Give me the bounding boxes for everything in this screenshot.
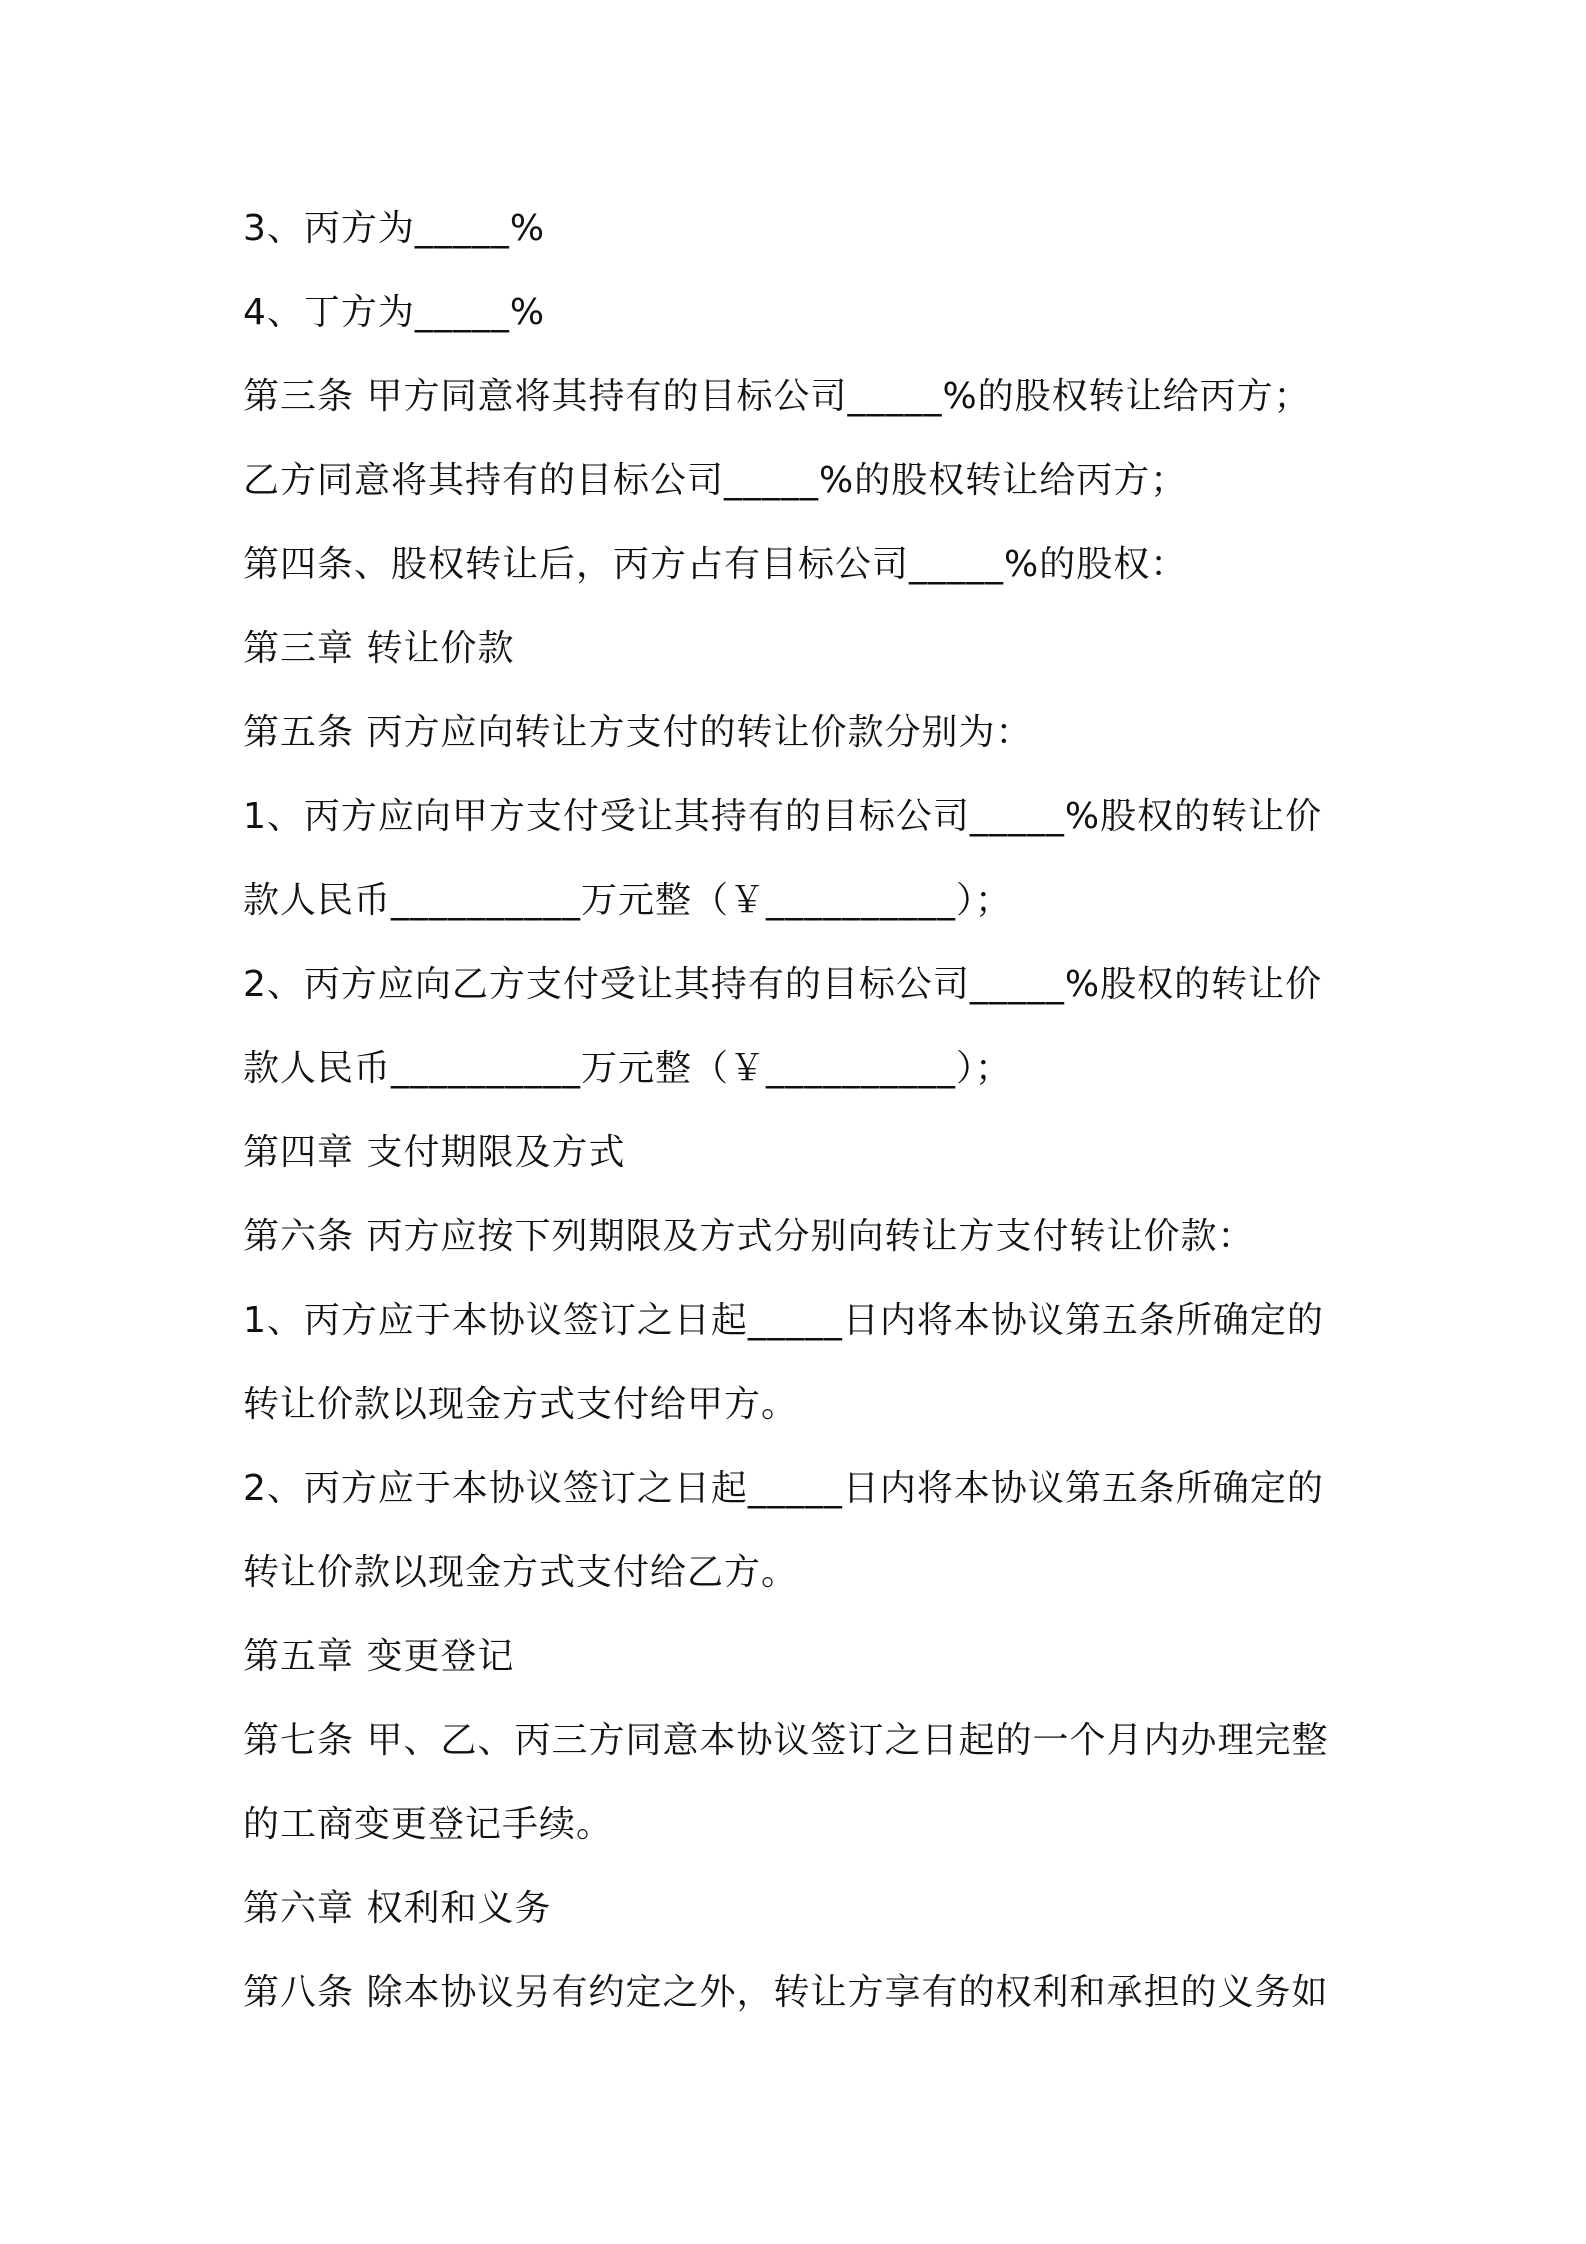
article-5-item-2-line-2: 款人民币__________万元整（￥__________）；	[243, 1048, 1013, 1089]
chapter-4-heading: 第四章 支付期限及方式	[243, 1132, 626, 1173]
clause-line-2: 4、丁方为_____%	[243, 292, 546, 333]
chapter-6-heading: 第六章 权利和义务	[243, 1888, 552, 1929]
article-4: 第四条、股权转让后，丙方占有目标公司_____%的股权：	[243, 544, 1188, 585]
article-5: 第五条 丙方应向转让方支付的转让价款分别为：	[243, 712, 1033, 753]
article-7-line-1: 第七条 甲、乙、丙三方同意本协议签订之日起的一个月内办理完整	[243, 1720, 1329, 1761]
article-8-line-1: 第八条 除本协议另有约定之外，转让方享有的权利和承担的义务如	[243, 1972, 1329, 2013]
article-6: 第六条 丙方应按下列期限及方式分别向转让方支付转让价款：	[243, 1216, 1255, 1257]
chapter-3-heading: 第三章 转让价款	[243, 628, 515, 669]
article-6-item-1-line-2: 转让价款以现金方式支付给甲方。	[243, 1384, 799, 1425]
article-6-item-1-line-1: 1、丙方应于本协议签订之日起_____日内将本协议第五条所确定的	[243, 1300, 1324, 1341]
article-5-item-1-line-1: 1、丙方应向甲方支付受让其持有的目标公司_____%股权的转让价	[243, 796, 1323, 837]
article-6-item-2-line-2: 转让价款以现金方式支付给乙方。	[243, 1552, 799, 1593]
article-7-line-2: 的工商变更登记手续。	[243, 1804, 614, 1845]
chapter-5-heading: 第五章 变更登记	[243, 1636, 515, 1677]
article-5-item-1-line-2: 款人民币__________万元整（￥__________）；	[243, 880, 1013, 921]
article-5-item-2-line-1: 2、丙方应向乙方支付受让其持有的目标公司_____%股权的转让价	[243, 964, 1323, 1005]
article-3-line-2: 乙方同意将其持有的目标公司_____%的股权转让给丙方；	[243, 460, 1188, 501]
article-3-line-1: 第三条 甲方同意将其持有的目标公司_____%的股权转让给丙方；	[243, 376, 1311, 417]
clause-line-1: 3、丙方为_____%	[243, 208, 546, 249]
article-6-item-2-line-1: 2、丙方应于本协议签订之日起_____日内将本协议第五条所确定的	[243, 1468, 1324, 1509]
